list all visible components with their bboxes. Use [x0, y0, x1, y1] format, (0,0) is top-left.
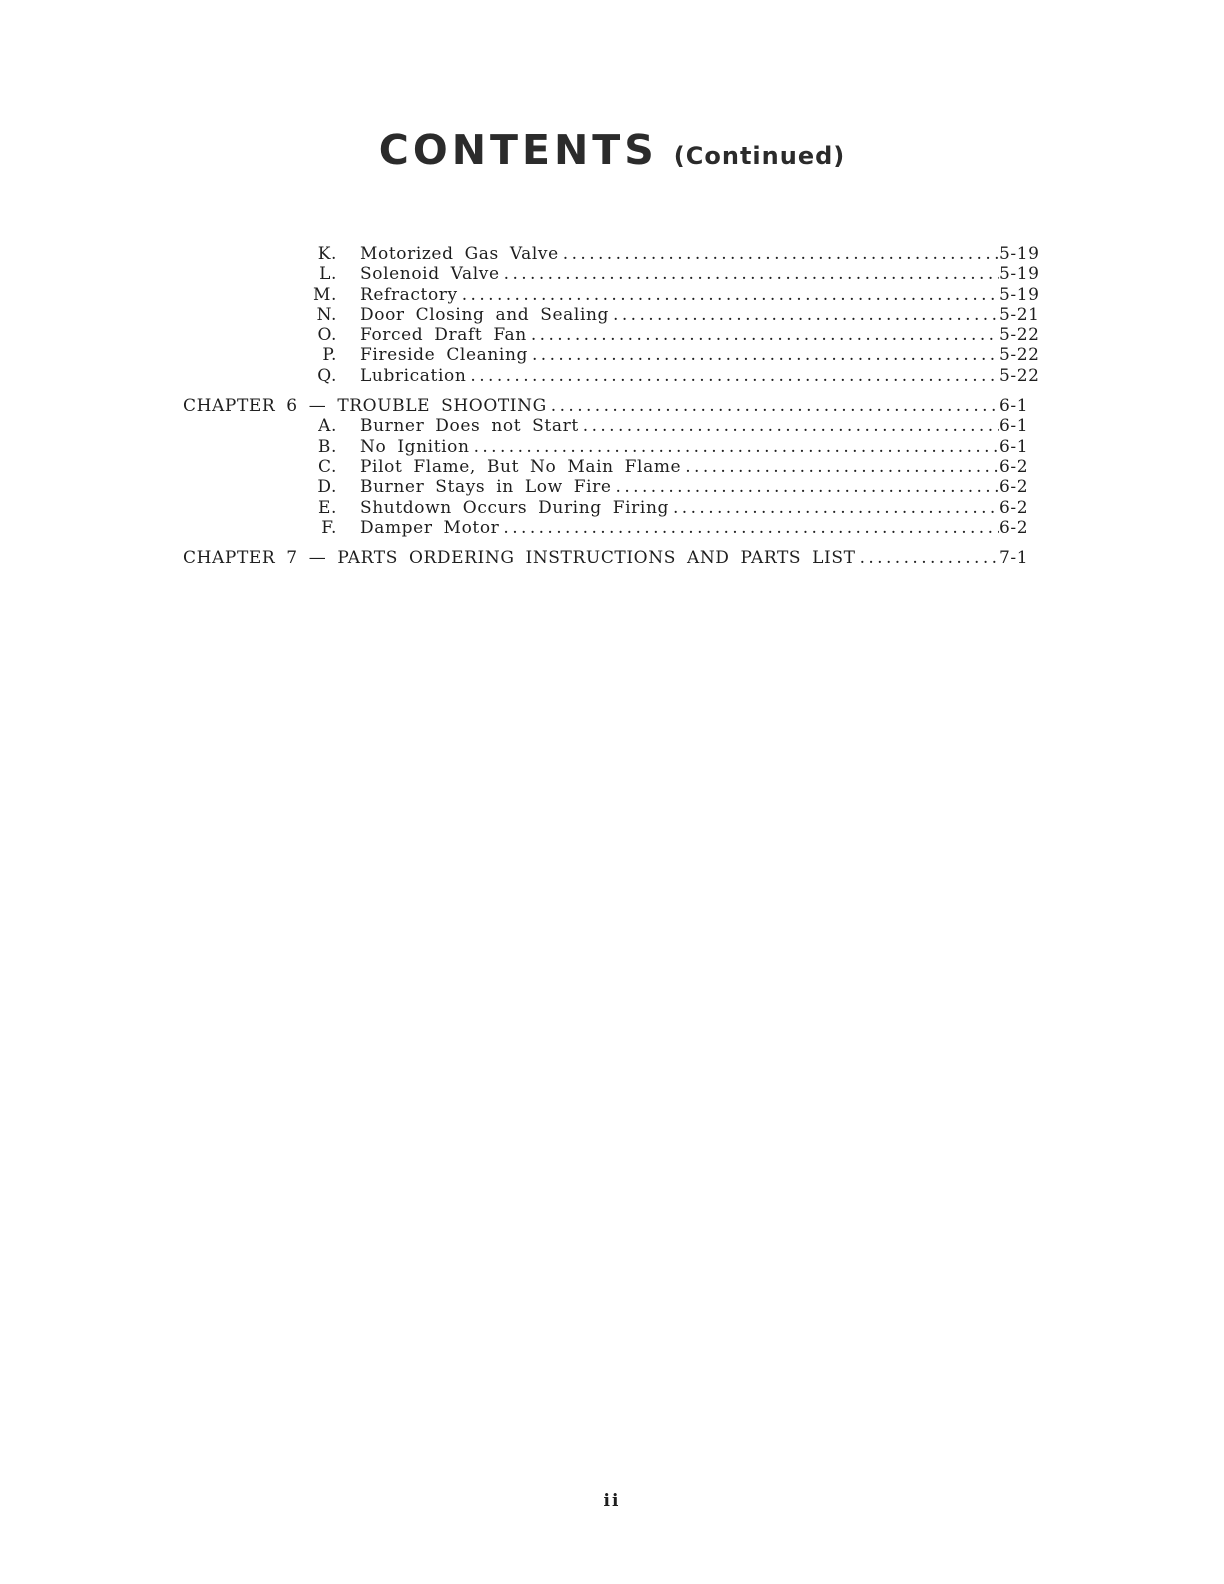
toc-item-page: 6-2: [999, 497, 1029, 518]
dot-leader: [613, 305, 999, 325]
toc-item-page: 5-22: [999, 365, 1040, 386]
dot-leader: [860, 548, 999, 568]
toc-item-letter: D.: [317, 477, 337, 498]
dot-leader: [616, 477, 999, 497]
toc-item-page: 6-1: [999, 416, 1029, 437]
toc-item-letter: M.: [312, 284, 337, 305]
toc-item-page: 5-22: [999, 345, 1040, 366]
toc-item-row: [183, 477, 1045, 497]
toc-item-row: [183, 498, 1045, 518]
toc: [183, 244, 1045, 568]
toc-chapter-page: 6-1: [999, 396, 1029, 417]
dot-leader: [583, 416, 999, 436]
dot-leader: [504, 264, 999, 284]
toc-item-row: [183, 345, 1045, 365]
toc-item-page: 5-22: [999, 325, 1040, 346]
contents-title-continued: (Continued): [673, 142, 846, 170]
toc-item-row: [183, 244, 1045, 264]
toc-chapter-label: CHAPTER 7 — PARTS ORDERING INSTRUCTIONS AND PARTS LIST: [183, 548, 856, 569]
toc-item-letter: A.: [318, 416, 337, 437]
dot-leader: [531, 325, 999, 345]
toc-item-row: [183, 457, 1045, 477]
toc-item-label: Pilot Flame, But No Main Flame: [360, 456, 682, 477]
toc-item-label: Refractory: [360, 284, 458, 305]
toc-item-page: 5-19: [999, 244, 1040, 264]
toc-item-row: [183, 518, 1045, 538]
toc-item-page: 5-19: [999, 284, 1040, 305]
toc-item-label: Door Closing and Sealing: [360, 304, 610, 325]
dot-leader: [470, 366, 999, 386]
toc-item-page: 5-19: [999, 264, 1040, 285]
toc-item-label: Burner Does not Start: [360, 416, 579, 437]
toc-chapter-row: [183, 396, 1045, 416]
toc-item-row: [183, 325, 1045, 345]
page-number-folio: ii: [603, 1491, 621, 1511]
toc-item-label: No Ignition: [360, 436, 470, 457]
toc-item-label: Fireside Cleaning: [360, 345, 528, 366]
toc-item-page: 6-1: [999, 436, 1029, 457]
contents-title: CONTENTS: [378, 126, 658, 174]
dot-leader: [503, 518, 999, 538]
toc-item-letter: C.: [317, 456, 337, 477]
toc-item-label: Forced Draft Fan: [360, 325, 527, 346]
toc-chapter-row: [183, 548, 1045, 568]
toc-item-label: Lubrication: [360, 365, 467, 386]
toc-chapter-page: 7-1: [999, 548, 1029, 569]
dot-leader: [685, 457, 999, 477]
toc-item-letter: O.: [317, 325, 337, 346]
dot-leader: [673, 498, 999, 518]
toc-item-letter: N.: [316, 304, 337, 325]
toc-item-letter: P.: [322, 345, 337, 366]
toc-item-letter: Q.: [317, 365, 337, 386]
dot-leader: [563, 244, 999, 264]
dot-leader: [462, 285, 999, 305]
toc-item-page: 6-2: [999, 517, 1029, 538]
toc-item-row: [183, 437, 1045, 457]
toc-item-label: Shutdown Occurs During Firing: [360, 497, 669, 518]
toc-item-row: [183, 264, 1045, 284]
toc-item-row: [183, 366, 1045, 386]
toc-item-row: [183, 416, 1045, 436]
toc-item-letter: E.: [317, 497, 337, 518]
toc-item-letter: L.: [319, 264, 337, 285]
toc-item-page: 6-2: [999, 456, 1029, 477]
dot-leader: [532, 345, 999, 365]
dot-leader: [474, 437, 999, 457]
toc-item-label: Solenoid Valve: [360, 264, 500, 285]
toc-item-row: [183, 285, 1045, 305]
toc-item-label: Damper Motor: [360, 517, 500, 538]
dot-leader: [551, 396, 999, 416]
toc-item-label: Burner Stays in Low Fire: [360, 477, 612, 498]
toc-item-page: 5-21: [999, 304, 1040, 325]
toc-item-letter: F.: [321, 517, 337, 538]
toc-item-letter: B.: [317, 436, 337, 457]
toc-item-row: [183, 305, 1045, 325]
toc-item-label: Motorized Gas Valve: [360, 244, 559, 264]
page-title: [0, 126, 1224, 174]
toc-chapter-label: CHAPTER 6 — TROUBLE SHOOTING: [183, 396, 547, 417]
toc-item-letter: K.: [317, 244, 337, 264]
toc-item-page: 6-2: [999, 477, 1029, 498]
